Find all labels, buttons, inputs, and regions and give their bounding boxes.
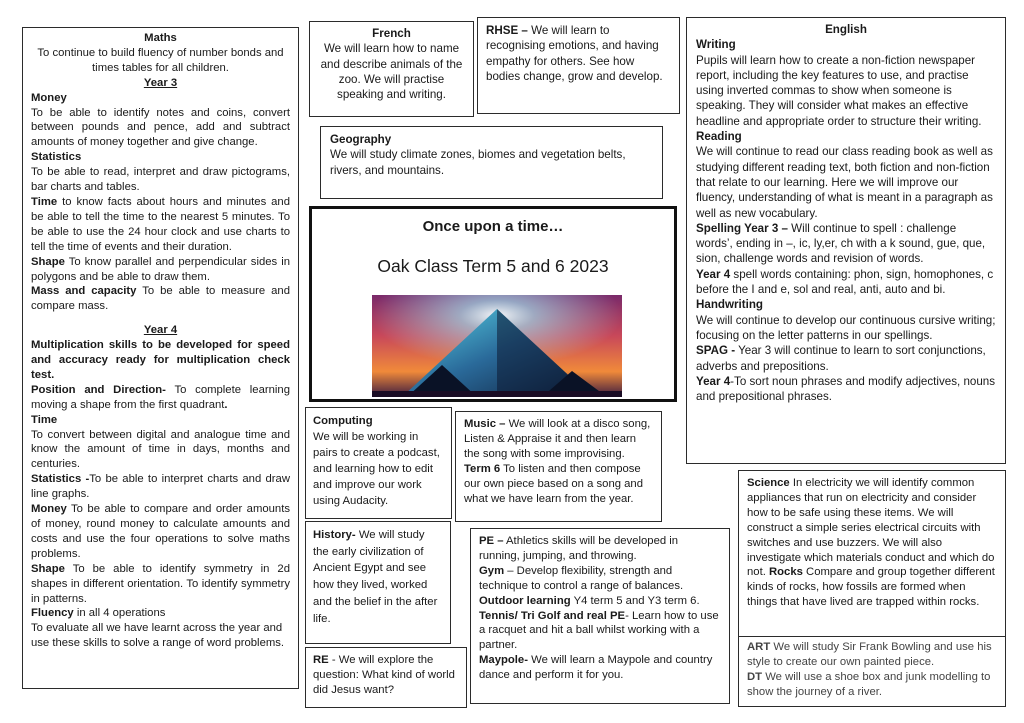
music-body xyxy=(464,417,653,462)
english-handwriting-text: We will continue to develop our continuous cursive writing; focusing on the letter patterns in our spellings. xyxy=(696,313,996,342)
maths-mass xyxy=(31,284,290,314)
re-text: - We will explore the question: What kind of world did Jesus want? xyxy=(313,654,455,696)
maths-shape-text: To know parallel and perpendicular sides in polygons and be able to draw them. xyxy=(31,255,290,283)
english-spag xyxy=(696,343,996,374)
geography-text: We will study climate zones, biomes and vegetation belts, rivers, and mountains. xyxy=(330,148,626,177)
maths-statistics-heading: Statistics xyxy=(31,151,82,164)
maths-statistics-text: To be able to read, interpret and draw pictograms, bar charts and tables. xyxy=(31,166,290,194)
history-body xyxy=(313,527,443,627)
computing-heading: Computing xyxy=(313,415,373,427)
english-panel xyxy=(686,17,1006,464)
english-year4b xyxy=(696,374,996,405)
maths-fluency-text: in all 4 operations xyxy=(73,607,166,620)
maths-money-heading: Money xyxy=(31,91,67,104)
maths-time xyxy=(31,195,290,255)
french-heading: French xyxy=(372,27,411,40)
history-panel xyxy=(305,521,451,644)
english-spag-text: Year 3 will continue to learn to sort conjunctions, adverbs and prepositions. xyxy=(696,344,986,373)
page-subtitle: Oak Class Term 5 and 6 2023 xyxy=(377,256,609,276)
art-dt-panel xyxy=(738,636,1006,707)
pe-text: Athletics skills will be developed in running, jumping, and throwing. xyxy=(479,535,679,562)
maths-evaluate-text: To evaluate all we have learnt across the year and use these skills to solve a range of word problems. xyxy=(31,622,285,650)
english-year4b-text: -To sort noun phrases and modify adjectives, nouns and prepositional phrases. xyxy=(696,374,996,404)
maths-mult-text: Multiplication skills to be developed for speed and accuracy ready for multiplication check test. xyxy=(31,339,290,381)
pe-outdoor-label: Outdoor learning xyxy=(479,594,571,607)
history-text: We will study the early civilization of Ancient Egypt and see how they lived, worked and the belief in the after life. xyxy=(313,529,438,625)
music-term6-text: To listen and then compose our own piece based on a song and what we have learn from the year. xyxy=(464,462,644,505)
french-panel xyxy=(309,21,474,117)
english-reading-text: We will continue to read our class reading book as well as studying different reading text, both fiction and non-fiction that relate to our learning. Here we will improve our fluency, understanding of what is meant in a paragraph as well as new vocabulary. xyxy=(696,145,993,220)
maths-money-text: To be able to identify notes and coins, convert between pounds and pence, add and subtract amounts of money together and give change. xyxy=(31,106,290,149)
science-body xyxy=(747,476,997,610)
art-label: ART xyxy=(747,641,771,653)
english-spelling xyxy=(696,221,996,267)
maths-heading: Maths xyxy=(144,32,177,44)
english-writing-heading: Writing xyxy=(696,38,736,52)
maths-shape xyxy=(31,255,290,285)
title-panel xyxy=(309,206,677,402)
pe-tennis-text: - Learn how to use a racquet and hit a ball whilst working with a partner. xyxy=(479,609,719,652)
re-label: RE xyxy=(313,654,329,666)
maths-money4 xyxy=(31,502,290,562)
maths-position-text: To complete learning moving a shape from the first quadrant xyxy=(31,383,290,411)
art-text: We will study Sir Frank Bowling and use his style to create our own painted piece. xyxy=(747,641,992,668)
english-writing-text: Pupils will learn how to create a non-fiction newspaper report, including the key features to use, and practise using inverted commas to show when someone is speaking. They will consider what makes an effective headline and appropriate order to structure their writing. xyxy=(696,53,982,128)
pe-tennis xyxy=(479,609,721,654)
maths-money4-text: To be able to compare and order amounts of money, round money to calculate amounts and costs and use the four operations to solve maths problems. xyxy=(31,503,290,560)
maths-year3-heading: Year 3 xyxy=(143,76,178,89)
maths-shape4-text: To be able to identify symmetry in 2d shapes in different orientation. To identify symmetry in patterns. xyxy=(31,562,290,605)
computing-panel xyxy=(305,407,452,519)
geography-heading: Geography xyxy=(330,133,392,146)
maths-mass-text: To be able to measure and compare mass. xyxy=(31,285,290,313)
english-spelling-label: Spelling Year 3 – xyxy=(696,221,788,235)
english-spelling-text: Will continue to spell : challenge words’, ending in –, ic, ly,er, ch with a k sound, gue, que, sion, challenge words and revision of words. xyxy=(696,221,986,266)
english-heading: English xyxy=(825,23,867,36)
music-label: Music – xyxy=(464,418,506,430)
science-panel xyxy=(738,470,1006,636)
english-handwriting-heading: Handwriting xyxy=(696,298,763,312)
maths-mass-label: Mass and capacity xyxy=(31,285,137,298)
pe-body xyxy=(479,534,721,564)
music-text: We will look at a disco song, Listen & Appraise it and then learn the song with some improvising. xyxy=(464,418,651,460)
computing-text: We will be working in pairs to create a podcast, and learning how to edit and improve our work using Audacity. xyxy=(313,431,440,508)
re-body xyxy=(313,653,459,698)
maths-time-label: Time xyxy=(31,195,58,208)
art-body xyxy=(747,640,997,670)
english-year4b-label: Year 4 xyxy=(696,374,731,388)
pe-gym-label: Gym xyxy=(479,564,505,577)
science-label: Science xyxy=(747,477,790,489)
maths-position xyxy=(31,383,290,413)
maths-fluency-label: Fluency xyxy=(31,607,74,620)
english-spag-label: SPAG - xyxy=(696,344,736,358)
maths-stats4 xyxy=(31,472,290,502)
maths-intro: To continue to build fluency of number bonds and times tables for all children. xyxy=(37,46,284,74)
maths-panel xyxy=(22,27,299,689)
re-panel xyxy=(305,647,467,708)
dt-text: We will use a shoe box and junk modelling to show the journey of a river. xyxy=(747,670,991,698)
dt-body xyxy=(747,670,997,700)
english-reading-heading: Reading xyxy=(696,130,742,144)
pyramid-image xyxy=(372,295,622,397)
science-rocks-text: Compare and group together different kinds of rocks, how fossils are formed when things that have lived are trapped within rocks. xyxy=(747,566,995,609)
maths-fluency xyxy=(31,606,290,621)
dt-label: DT xyxy=(747,670,763,683)
geography-panel xyxy=(320,126,663,199)
pe-outdoor xyxy=(479,594,721,609)
maths-shape4-label: Shape xyxy=(31,562,65,575)
maths-shape-label: Shape xyxy=(31,255,65,268)
rhse-body xyxy=(486,23,671,84)
maths-time-text: to know facts about hours and minutes and be able to tell the time to the nearest 5 minutes. To be able to use the 24 hour clock and use charts to tell the time of events and their duration. xyxy=(31,195,290,253)
page-title: Once upon a time… xyxy=(422,218,564,235)
maths-money4-label: Money xyxy=(31,503,67,516)
music-term6 xyxy=(464,462,653,507)
maths-year4-heading: Year 4 xyxy=(143,324,178,337)
rhse-label: RHSE – xyxy=(486,24,528,37)
pe-tennis-label: Tennis/ Tri Golf and real PE xyxy=(479,609,626,622)
history-label: History- xyxy=(313,529,356,541)
pe-gym xyxy=(479,564,721,594)
music-term6-label: Term 6 xyxy=(464,462,501,475)
pe-maypole-text: We will learn a Maypole and country dance and perform it for you. xyxy=(479,654,713,682)
maths-time4-text: To convert between digital and analogue time and know the amount of time in days, months and centuries. xyxy=(31,428,290,471)
maths-position-label: Position and Direction- xyxy=(31,383,166,396)
music-panel xyxy=(455,411,662,522)
pe-panel xyxy=(470,528,730,704)
maths-stats4-text: To be able to interpret charts and draw line graphs. xyxy=(31,473,290,501)
rhse-panel xyxy=(477,17,680,114)
pe-maypole xyxy=(479,653,721,683)
science-text: In electricity we will identify common appliances that run on electricity and consider how to be safe using these items. We will construct a simple series electrical circuits with switches and use buzzers. We will also investigate which materials conduct and which do not. xyxy=(747,477,995,579)
maths-time4-heading: Time xyxy=(31,413,58,426)
english-year4-text: spell words containing: phon, sign, homophones, c before the I and e, sol and real, anti, auto and bi. xyxy=(696,267,994,297)
science-rocks-label: Rocks xyxy=(768,566,803,579)
english-year4 xyxy=(696,267,996,298)
english-year4-label: Year 4 xyxy=(696,267,731,281)
french-text: We will learn how to name and describe animals of the zoo. We will practise speaking and writing. xyxy=(320,42,463,102)
rhse-text: We will learn to recognising emotions, and having empathy for others. See how bodies change, grow and develop. xyxy=(486,24,663,83)
pe-maypole-label: Maypole- xyxy=(479,654,528,667)
maths-shape4 xyxy=(31,562,290,607)
pe-gym-text: – Develop flexibility, strength and technique to control a range of balances. xyxy=(479,564,684,592)
maths-stats4-label: Statistics - xyxy=(31,473,90,486)
pe-outdoor-text: Y4 term 5 and Y3 term 6. xyxy=(570,594,700,607)
maths-position-end: . xyxy=(224,398,228,411)
pe-label: PE – xyxy=(479,535,504,547)
